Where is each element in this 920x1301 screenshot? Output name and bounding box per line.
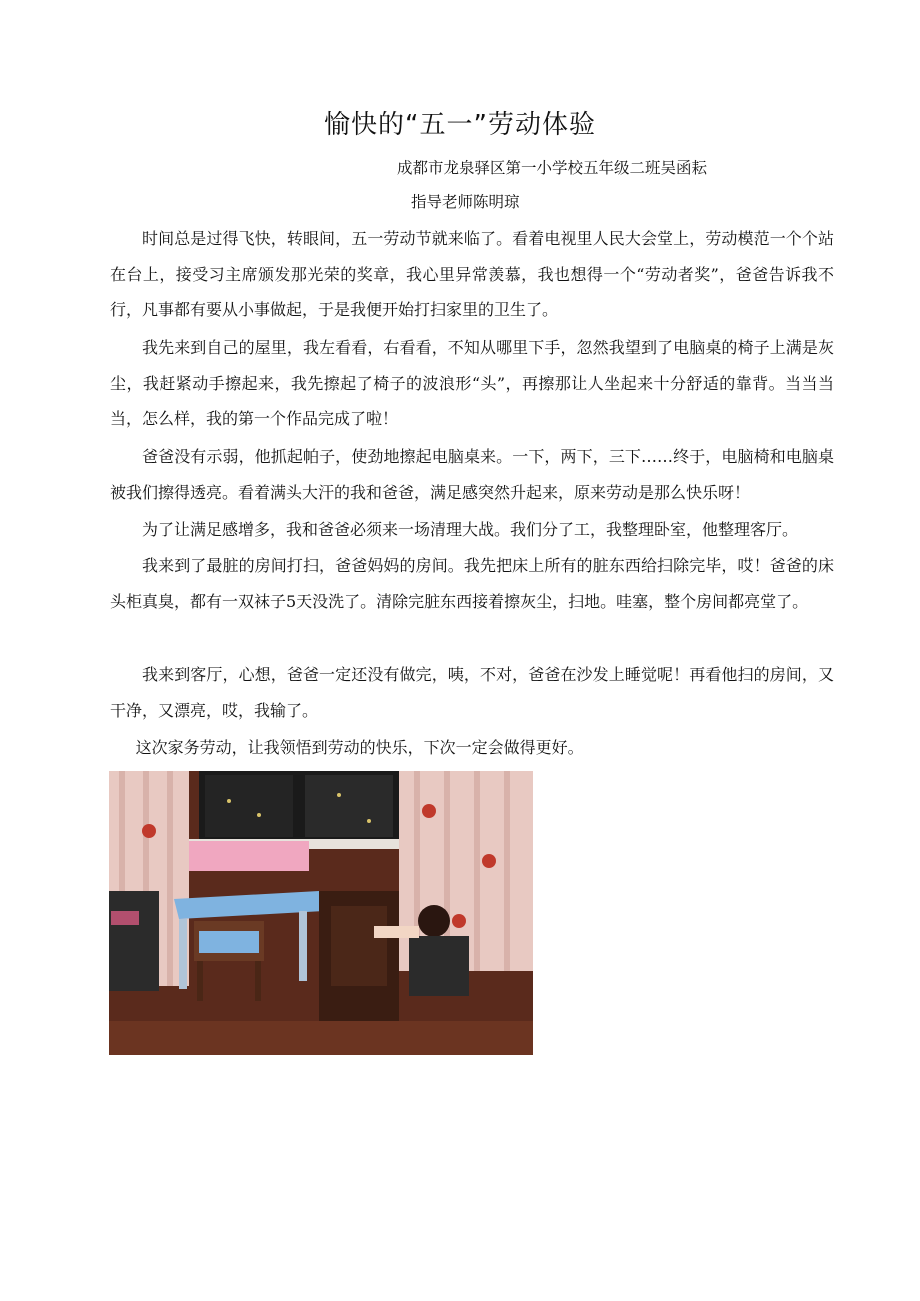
author-line: 成都市龙泉驿区第一小学校五年级二班吴函耘 [397,159,708,177]
paragraph-5: 我来到了最脏的房间打扫，爸爸妈妈的房间。我先把床上所有的脏东西给扫除完毕，哎！爸爸的床头柜真臭，都有一双袜子5天没洗了。清除完脏东西接着擦灰尘，扫地。哇塞，整个房间都亮堂了。 [110,556,834,611]
teacher-line: 指导老师陈明琼 [411,193,520,211]
photo-child-at-desk [109,771,533,1055]
paragraph-7: 这次家务劳动，让我领悟到劳动的快乐，下次一定会做得更好。 [135,738,584,757]
paragraph-4: 为了让满足感增多，我和爸爸必须来一场清理大战。我们分了工，我整理卧室，他整理客厅。 [142,520,799,539]
paragraph-3: 爸爸没有示弱，他抓起帕子，使劲地擦起电脑桌来。一下，两下，三下……终于，电脑椅和电脑桌被我们擦得透亮。看着满头大汗的我和爸爸，满足感突然升起来，原来劳动是那么快乐呀！ [110,447,834,502]
paragraph-6: 我来到客厅，心想，爸爸一定还没有做完，咦，不对，爸爸在沙发上睡觉呢！再看他扫的房间，又干净，又漂亮，哎，我输了。 [110,665,834,720]
paragraph-2: 我先来到自己的屋里，我左看看，右看看，不知从哪里下手，忽然我望到了电脑桌的椅子上满是灰尘，我赶紧动手擦起来，我先擦起了椅子的波浪形“头”，再擦那让人坐起来十分舒适的靠背。当当当当，怎么样，我的第一个作品完成了啦！ [110,338,834,428]
photo-illustration [109,771,533,1055]
paragraph-1: 时间总是过得飞快，转眼间，五一劳动节就来临了。看着电视里人民大会堂上，劳动模范一个个站在台上，接受习主席颁发那光荣的奖章，我心里异常羡慕，我也想得一个“劳动者奖”，爸爸告诉我不行，凡事都有要从小事做起，于是我便开始打扫家里的卫生了。 [110,229,834,319]
document-title: 愉快的“五一”劳动体验 [324,110,596,140]
